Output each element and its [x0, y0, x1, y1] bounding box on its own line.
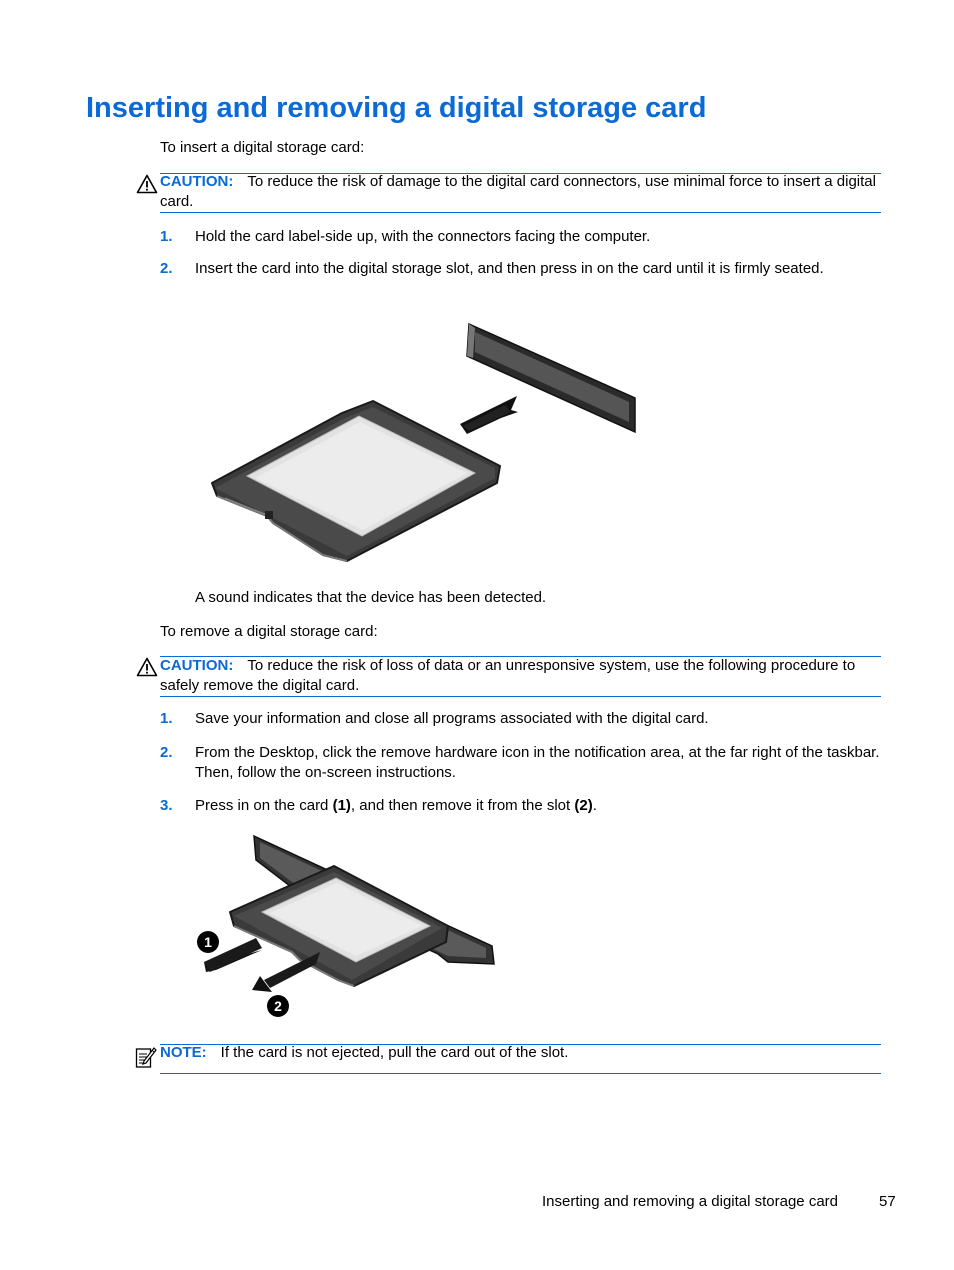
step-text: From the Desktop, click the remove hardware icon in the notification area, at the far right of the taskbar. Then, follow the on-screen instructions.	[195, 744, 880, 781]
callout-1-label: 1	[204, 934, 212, 950]
step-text: Insert the card into the digital storage slot, and then press in on the card until it is firmly seated.	[195, 260, 824, 277]
step-number: 1.	[160, 228, 173, 245]
caution-insert	[160, 172, 880, 211]
step-text-part: Press in on the card	[195, 797, 333, 814]
caution-text: To reduce the risk of damage to the digital card connectors, use minimal force to insert a digital card.	[160, 173, 876, 210]
step-text-part: , and then remove it from the slot	[350, 797, 575, 814]
warning-icon	[136, 657, 158, 677]
caution-rule-bottom	[160, 212, 881, 213]
page-number: 57	[879, 1193, 896, 1210]
step-number: 3.	[160, 797, 173, 814]
step-number: 2.	[160, 260, 173, 277]
note-rule-bottom	[160, 1073, 881, 1074]
step-text: Hold the card label-side up, with the connectors facing the computer.	[195, 228, 651, 245]
step-number: 2.	[160, 744, 173, 761]
caution-remove	[160, 656, 880, 695]
note-pencil-icon	[135, 1045, 157, 1069]
callout-2-label: 2	[274, 998, 282, 1014]
warning-icon	[136, 174, 158, 194]
caution-text: To reduce the risk of loss of data or an unresponsive system, use the following procedure to safely remove the digital card.	[160, 657, 856, 694]
remove-intro: To remove a digital storage card:	[160, 623, 378, 640]
card-insert-illustration	[205, 318, 645, 568]
callout-ref-1: (1)	[332, 797, 351, 814]
note-label: NOTE:	[160, 1044, 207, 1061]
note-box	[160, 1043, 880, 1063]
step-text: Save your information and close all programs associated with the digital card.	[195, 710, 709, 727]
insert-result: A sound indicates that the device has been detected.	[195, 589, 547, 606]
caution-rule-bottom	[160, 696, 881, 697]
footer-section-title: Inserting and removing a digital storage card	[542, 1193, 839, 1210]
step-text	[195, 796, 885, 816]
page-title: Inserting and removing a digital storage card	[86, 92, 707, 124]
step-number: 1.	[160, 710, 173, 727]
caution-label: CAUTION:	[160, 657, 234, 674]
note-text: If the card is not ejected, pull the card out of the slot.	[220, 1044, 569, 1061]
card-remove-illustration	[190, 830, 510, 1025]
callout-ref-2: (2)	[574, 797, 593, 814]
insert-intro: To insert a digital storage card:	[160, 139, 365, 156]
step-text-part: .	[592, 797, 597, 814]
caution-label: CAUTION:	[160, 173, 234, 190]
